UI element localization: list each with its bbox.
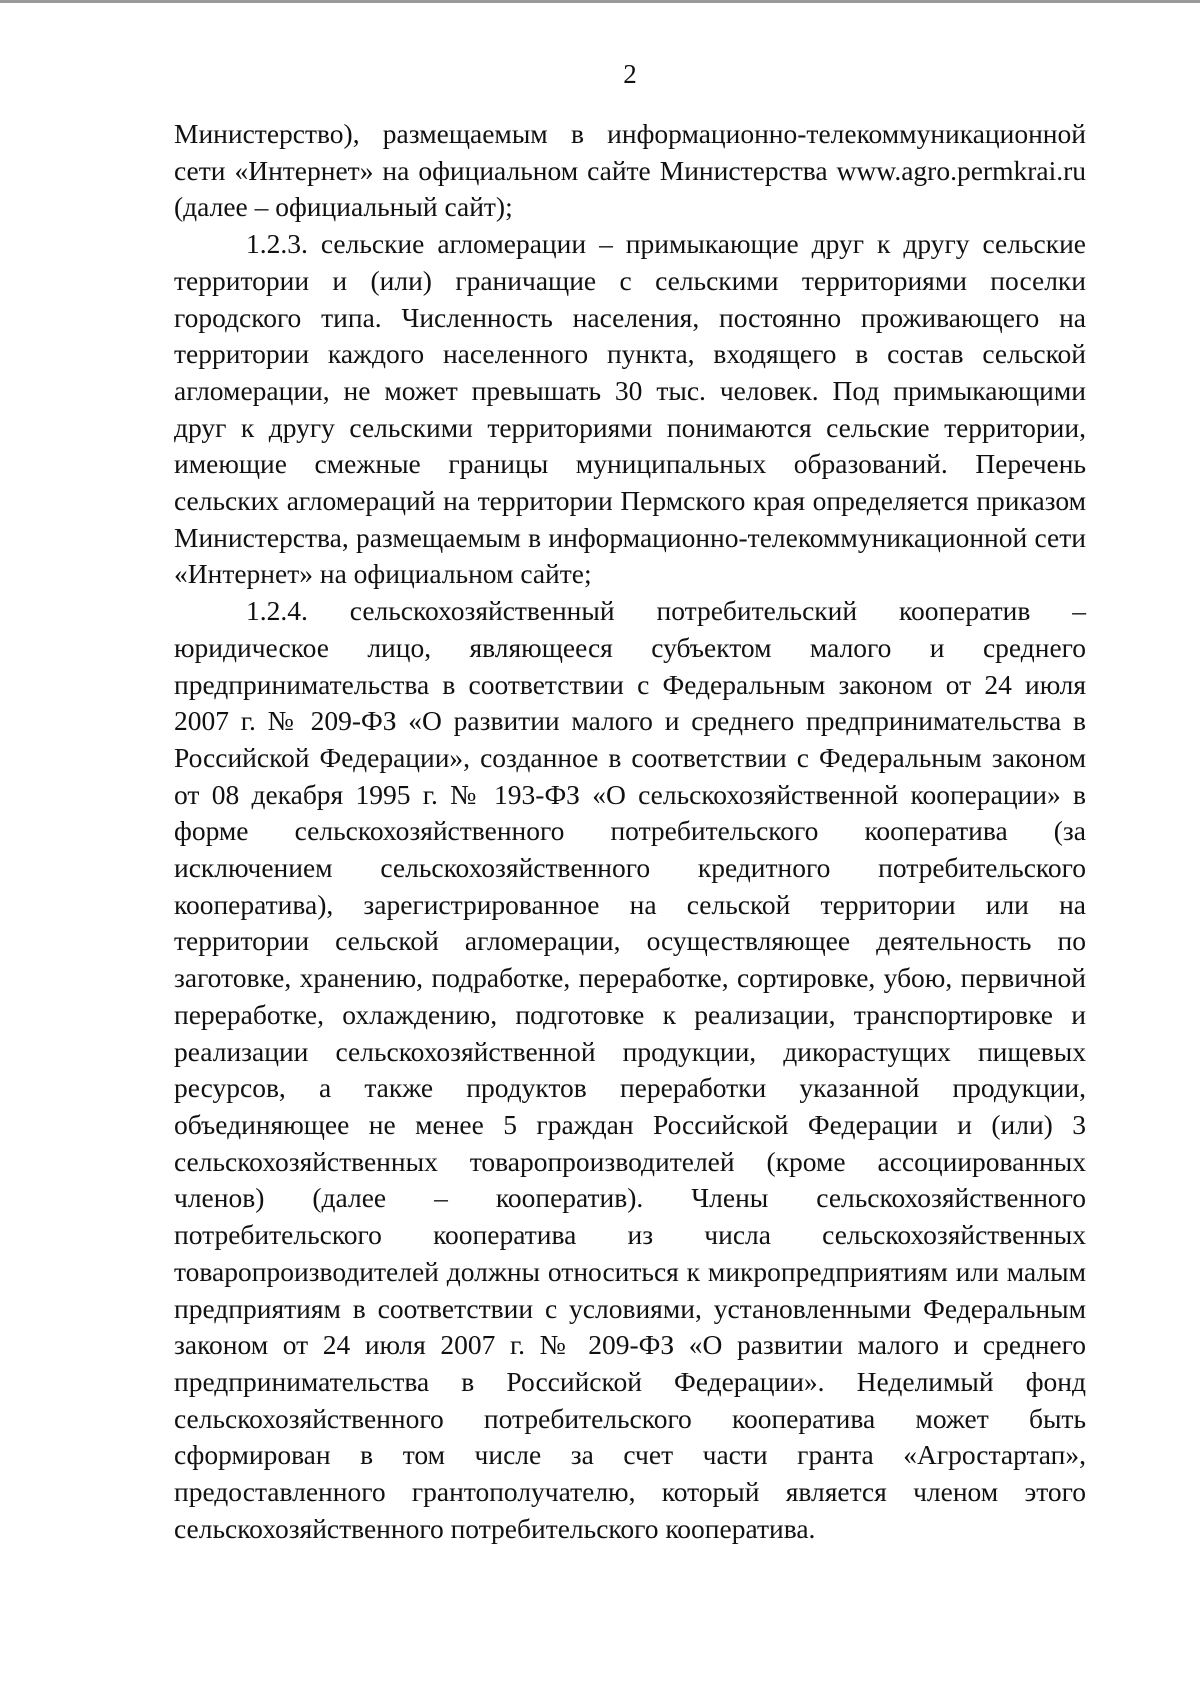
page-number: 2 xyxy=(623,59,637,89)
paragraph-1-2-3-rural-agglomerations: 1.2.3. сельские агломерации – примыкающие друг к другу сельские территории и (или) граничащие с сельскими территориями поселки городского типа. Численность населения, постоянно проживающего на территории каждого населенного пункта, входящего в состав сельской агломерации, не может превышать 30 тыс. человек. Под примыкающими друг к другу сельскими территориями понимаются сельские территории, имеющие смежные границы муниципальных образований. Перечень сельских агломераций на территории Пермского края определяется приказом Министерства, размещаемым в информационно-телекоммуникационной сети «Интернет» на официальном сайте; xyxy=(174,228,1086,590)
page-top-edge xyxy=(0,0,1200,3)
document-page xyxy=(174,52,1086,1547)
paragraph-continuation: Министерство), размещаемым в информационно-телекоммуникационной сети «Интернет» на официальном сайте Министерства www.agro.permkrai.ru (далее – официальный сайт); xyxy=(174,118,1086,223)
paragraph-1-2-4-cooperative: 1.2.4. сельскохозяйственный потребительский кооператив – юридическое лицо, являющееся субъектом малого и среднего предпринимательства в соответствии с Федеральным законом от 24 июля 2007 г. № 209-ФЗ «О развитии малого и среднего предпринимательства в Российской Федерации», созданное в соответствии с Федеральным законом от 08 декабря 1995 г. № 193-ФЗ «О сельскохозяйственной кооперации» в форме сельскохозяйственного потребительского кооператива (за исключением сельскохозяйственного кредитного потребительского кооператива), зарегистрированное на сельской территории или на территории сельской агломерации, осуществляющее деятельность по заготовке, хранению, подработке, переработке, сортировке, убою, первичной переработке, охлаждению, подготовке к реализации, транспортировке и реализации сельскохозяйственной продукции, дикорастущих пищевых ресурсов, а также продуктов переработки указанной продукции, объединяющее не менее 5 граждан Российской Федерации и (или) 3 сельскохозяйственных товаропроизводителей (кроме ассоциированных членов) (далее – кооператив). Члены сельскохозяйственного потребительского кооператива из числа сельскохозяйственных товаропроизводителей должны относиться к микропредприятиям или малым предприятиям в соответствии с условиями, установленными Федеральным законом от 24 июля 2007 г. № 209-ФЗ «О развитии малого и среднего предпринимательства в Российской Федерации». Неделимый фонд сельскохозяйственного потребительского кооператива может быть сформирован в том числе за счет части гранта «Агростартап», предоставленного грантополучателю, который является членом этого сельскохозяйственного потребительского кооператива. xyxy=(174,595,1086,1544)
